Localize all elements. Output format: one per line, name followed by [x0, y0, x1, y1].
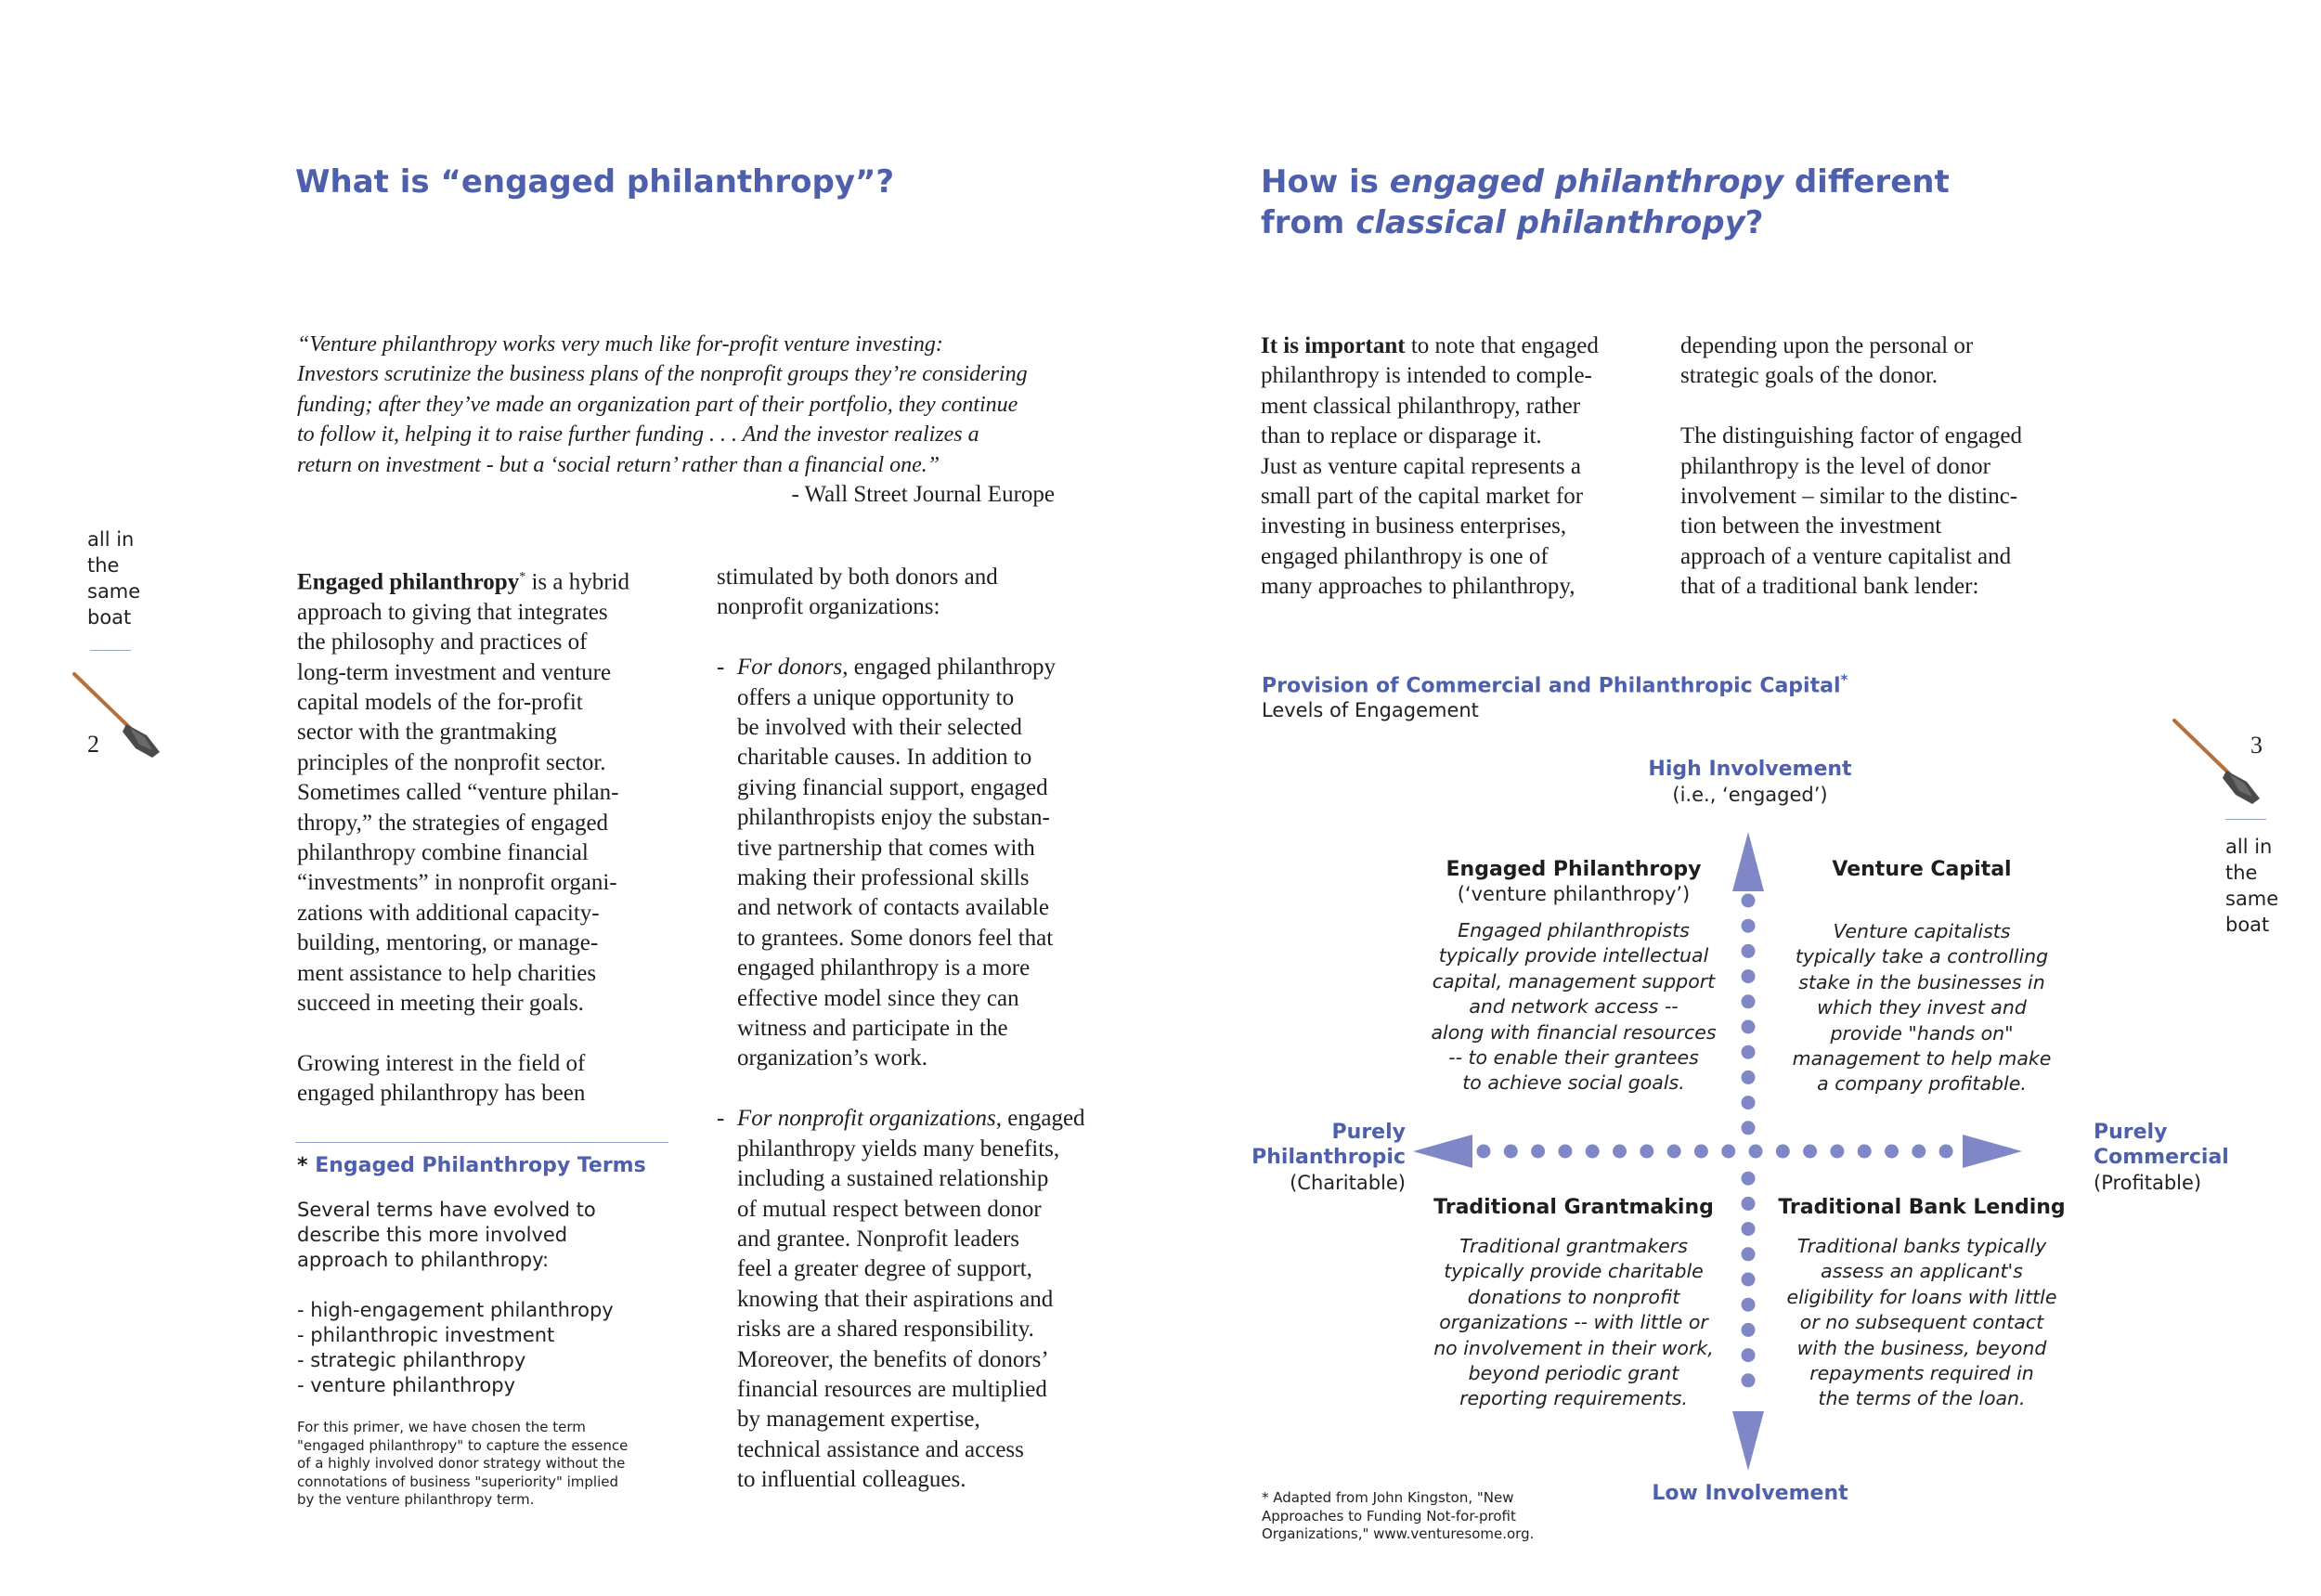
- margin-note-line: same: [87, 580, 141, 603]
- term-item: - high-engagement philanthropy: [297, 1299, 614, 1321]
- term-item: - venture philanthropy: [297, 1374, 516, 1396]
- quadrant-venture-capital: [1783, 858, 2061, 1097]
- diagram-subtitle: Levels of Engagement: [1262, 699, 1479, 722]
- sidebar-star: *: [297, 1154, 308, 1177]
- col1-line: approach to giving that integrates: [297, 599, 608, 625]
- rcol2-line: tion between the investment: [1680, 513, 1942, 539]
- sidebar-note: [297, 1419, 668, 1510]
- col2-line: and network of contacts available: [737, 895, 1049, 921]
- desc-line: management to help make: [1792, 1047, 2052, 1070]
- axis-dot: [1803, 1145, 1817, 1159]
- quote-line: “Venture philanthropy works very much like for-profit venture investing:: [297, 332, 943, 357]
- diagram-title-text: Provision of Commercial and Philanthropic Capital: [1262, 674, 1841, 698]
- sidebar-line: approach to philanthropy:: [297, 1249, 550, 1271]
- axis-dot: [1742, 919, 1756, 933]
- axis-dot: [1742, 944, 1756, 958]
- axis-dot: [1742, 969, 1756, 983]
- rcol1-line: Just as venture capital represents a: [1261, 453, 1582, 479]
- lead-star: *: [519, 570, 526, 584]
- note-line: by the venture philanthropy term.: [297, 1491, 535, 1508]
- quote-attribution: - Wall Street Journal Europe: [791, 482, 1055, 508]
- col2-line: philanthropy yields many benefits,: [737, 1135, 1060, 1161]
- rcol1-line: investing in business enterprises,: [1261, 513, 1567, 539]
- up-arrowhead: [1732, 832, 1764, 891]
- margin-note-line: all in: [87, 528, 135, 551]
- col1-line: “investments” in nonprofit organi-: [297, 870, 617, 896]
- col1-line: capital models of the for-profit: [297, 689, 583, 715]
- donors-item: - For donors, engaged philanthropy offers a unique opportunity to be involved with their selected charitable causes. In addition to giving financial support, engaged philanthropists enjoy the substan- tive partnership that comes with making their professional skills and network of contacts available to grantees. Some donors feel that engaged philanthropy is a more effective model since they can witness and participate in the organization’s work.: [717, 653, 1107, 1074]
- col2-line: be involved with their selected: [737, 715, 1022, 741]
- col2-line: feel a greater degree of support,: [737, 1256, 1032, 1282]
- title-italic: engaged philanthropy: [1389, 163, 1783, 201]
- rcol2-line: approach of a venture capitalist and: [1680, 543, 2012, 569]
- nonprofit-label: For nonprofit organizations,: [737, 1106, 1002, 1132]
- axis-dot: [1939, 1145, 1953, 1159]
- quote-line: to follow it, helping it to raise further funding . . . And the investor realizes a: [297, 422, 979, 448]
- nonprofit-item: - For nonprofit organizations, engaged philanthropy yields many benefits, including a sustained relationship of mutual respect between donor and grantee. Nonprofit leaders feel a greater degree of support, knowing that their aspirations and risks are a shared responsibility. Moreover, the benefits of donors’ financial resources are multiplied by management expertise, technical assistance and access to influential colleagues.: [717, 1104, 1107, 1495]
- col1-line: principles of the nonprofit sector.: [297, 749, 606, 775]
- rcol1-line: [1261, 331, 1660, 361]
- sidebar-line: Several terms have evolved to: [297, 1199, 596, 1221]
- col2-line: and grantee. Nonprofit leaders: [737, 1226, 1020, 1252]
- axis-dot: [1742, 1323, 1756, 1337]
- margin-note-line: boat: [87, 606, 132, 629]
- axis-sub: (Charitable): [1290, 1172, 1406, 1194]
- oar-icon: [2169, 717, 2265, 806]
- col2-line: organization’s work.: [737, 1045, 928, 1071]
- footnote-line: Organizations," www.venturesome.org.: [1262, 1525, 1535, 1542]
- col2-line: stimulated by both donors and: [717, 564, 998, 590]
- low-involvement-label: Low Involvement: [1652, 1482, 1848, 1505]
- col1-line: zations with additional capacity-: [297, 900, 600, 926]
- right-arrowhead: [1963, 1135, 2022, 1168]
- desc-line: no involvement in their work,: [1433, 1336, 1714, 1359]
- margin-note-line: the: [87, 554, 120, 577]
- quadrant-title: Traditional Bank Lending: [1778, 1196, 2066, 1219]
- col2-line: financial resources are multiplied: [737, 1376, 1047, 1402]
- desc-line: organizations -- with little or: [1439, 1311, 1708, 1334]
- terms-sidebar: [297, 1154, 668, 1510]
- col2-line: charitable causes. In addition to: [737, 745, 1032, 771]
- quote-line: funding; after they’ve made an organization part of their portfolio, they continue: [297, 392, 1018, 417]
- axis-dot: [1531, 1145, 1545, 1159]
- col2-line: making their professional skills: [737, 865, 1030, 891]
- col2-line: giving financial support, engaged: [737, 774, 1048, 800]
- col2-line: of mutual respect between donor: [737, 1196, 1042, 1222]
- axis-dot: [1558, 1145, 1572, 1159]
- rcol2-line: involvement – similar to the distinc-: [1680, 484, 2018, 510]
- left-column-2: [717, 563, 1107, 1496]
- desc-line: Venture capitalists: [1833, 920, 2011, 942]
- page-number-right: 3: [2250, 732, 2263, 759]
- left-page-title: What is “engaged philanthropy”?: [295, 163, 895, 201]
- axis-dot: [1742, 1197, 1756, 1211]
- col2-line: engaged philanthropy is a more: [737, 955, 1031, 981]
- axis-dot: [1742, 1222, 1756, 1236]
- desc-line: along with financial resources: [1431, 1020, 1717, 1044]
- axis-dot: [1742, 1348, 1756, 1362]
- footnote-line: Approaches to Funding Not-for-profit: [1262, 1507, 1516, 1525]
- axis-label-line: Purely: [2094, 1121, 2168, 1144]
- axis-dot: [1742, 1247, 1756, 1261]
- col1-line: [297, 563, 668, 598]
- purely-commercial-label: [2094, 1120, 2233, 1197]
- diagram-footnote: [1262, 1489, 1577, 1544]
- col2-line: tive partnership that comes with: [737, 835, 1035, 861]
- desc-line: Traditional banks typically: [1796, 1235, 2047, 1257]
- quadrant-title: Engaged Philanthropy: [1446, 858, 1702, 881]
- desc-line: stake in the businesses in: [1798, 970, 2045, 993]
- quadrant-desc: [1411, 1234, 1736, 1412]
- purely-philanthropic-label: [1244, 1120, 1406, 1197]
- desc-line: or no subsequent contact: [1799, 1311, 2044, 1334]
- axis-dot: [1742, 1121, 1756, 1135]
- axis-dot: [1776, 1145, 1790, 1159]
- axis-dot: [1912, 1145, 1926, 1159]
- desc-line: repayments required in: [1809, 1362, 2034, 1385]
- axis-dot: [1885, 1145, 1899, 1159]
- high-involvement-label: High Involvement: [1648, 758, 1852, 781]
- col2-line: [737, 1104, 1107, 1134]
- desc-line: with the business, beyond: [1796, 1336, 2047, 1359]
- quote-line: return on investment - but a ‘social return’ rather than a financial one.”: [297, 452, 940, 477]
- title-text: How is: [1261, 163, 1390, 201]
- rcol2-line: The distinguishing factor of engaged: [1680, 423, 2022, 449]
- note-line: connotations of business "superiority" implied: [297, 1473, 619, 1490]
- col2-line: knowing that their aspirations and: [737, 1286, 1054, 1312]
- axis-dot: [1477, 1145, 1491, 1159]
- desc-line: assess an applicant's: [1821, 1260, 2023, 1283]
- axis-dot: [1613, 1145, 1627, 1159]
- rcol1-line: small part of the capital market for: [1261, 484, 1584, 510]
- quadrant-traditional-grantmaking: [1411, 1196, 1736, 1412]
- left-column-1: [297, 563, 668, 1109]
- desc-line: -- to enable their grantees: [1448, 1046, 1699, 1070]
- col1-line: building, mentoring, or manage-: [297, 930, 599, 956]
- margin-rule: [2225, 819, 2266, 820]
- sidebar-intro: [297, 1198, 668, 1273]
- terms-list: [297, 1298, 668, 1398]
- page-number-left: 2: [87, 731, 99, 758]
- axis-dot: [1858, 1145, 1872, 1159]
- sidebar-title-text: Engaged Philanthropy Terms: [315, 1154, 646, 1177]
- title-text: ?: [1744, 204, 1764, 241]
- axis-dot: [1742, 894, 1756, 908]
- desc-line: provide "hands on": [1830, 1021, 2014, 1045]
- right-column-2: [1680, 331, 2098, 603]
- axis-dot: [1742, 1373, 1756, 1387]
- quadrant-desc: [1411, 918, 1736, 1096]
- col2-line: risks are a shared responsibility.: [737, 1317, 1034, 1343]
- rcol2-line: depending upon the personal or: [1680, 333, 1974, 358]
- desc-line: the terms of the loan.: [1818, 1387, 2026, 1410]
- desc-line: a company profitable.: [1817, 1072, 2027, 1096]
- desc-line: which they invest and: [1817, 996, 2027, 1019]
- desc-line: Traditional grantmakers: [1459, 1235, 1688, 1257]
- note-line: "engaged philanthropy" to capture the essence: [297, 1436, 629, 1454]
- margin-note-line: all in: [2225, 836, 2273, 858]
- axis-dot: [1504, 1145, 1518, 1159]
- oar-icon: [69, 670, 165, 759]
- desc-line: typically take a controlling: [1795, 945, 2049, 968]
- col2-line: nonprofit organizations:: [717, 594, 940, 620]
- title-line: [1261, 202, 1966, 243]
- donors-label: For donors: [737, 655, 843, 681]
- axis-label-line: Purely: [1331, 1121, 1406, 1144]
- col2-line: technical assistance and access: [737, 1436, 1024, 1462]
- axis-dot: [1694, 1145, 1708, 1159]
- rcol1-text: to note that engaged: [1405, 333, 1599, 358]
- rcol2-line: strategic goals of the donor.: [1680, 363, 1938, 389]
- quadrant-desc: [1773, 1234, 2070, 1412]
- desc-line: eligibility for loans with little: [1786, 1285, 2057, 1308]
- axis-dot: [1721, 1145, 1735, 1159]
- axis-label-line: Philanthropic: [1251, 1146, 1406, 1169]
- quote-line: Investors scrutinize the business plans of the nonprofit groups they’re considering: [297, 362, 1028, 387]
- col2-line: offers a unique opportunity to: [737, 684, 1015, 710]
- note-line: of a highly involved donor strategy without the: [297, 1455, 626, 1472]
- title-text: from: [1261, 204, 1356, 241]
- wsj-quote: [297, 330, 1058, 510]
- axis-dot: [1742, 1045, 1756, 1059]
- rcol2-line: that of a traditional bank lender:: [1680, 574, 1979, 600]
- down-arrowhead: [1732, 1411, 1764, 1471]
- rcol1-line: philanthropy is intended to comple-: [1261, 363, 1592, 389]
- col1-line: philanthropy combine financial: [297, 839, 589, 865]
- important-bold: It is important: [1261, 333, 1406, 358]
- desc-line: to achieve social goals.: [1462, 1071, 1685, 1095]
- col2-line: to influential colleagues.: [737, 1467, 966, 1493]
- margin-note-line: the: [2225, 862, 2258, 884]
- quadrant-traditional-bank-lending: [1773, 1196, 2070, 1412]
- col1-text: is a hybrid: [525, 569, 630, 595]
- axis-sub: (Profitable): [2094, 1172, 2202, 1194]
- rcol2-line: philanthropy is the level of donor: [1680, 453, 1990, 479]
- quadrant-subtitle: (‘venture philanthropy’): [1457, 883, 1691, 905]
- term-item: - philanthropic investment: [297, 1324, 555, 1346]
- axis-dot: [1742, 1172, 1756, 1186]
- col1-line: Sometimes called “venture philan-: [297, 780, 619, 806]
- axis-dot: [1586, 1145, 1600, 1159]
- desc-line: reporting requirements.: [1459, 1387, 1688, 1410]
- term-item: - strategic philanthropy: [297, 1349, 526, 1371]
- lead-term: Engaged philanthropy: [297, 569, 520, 595]
- margin-rule: [90, 650, 131, 651]
- col2-line: by management expertise,: [737, 1407, 980, 1433]
- title-italic: classical philanthropy: [1355, 204, 1745, 241]
- col2-line: witness and participate in the: [737, 1016, 1008, 1042]
- axis-label-line: Commercial: [2094, 1146, 2229, 1169]
- desc-line: donations to nonprofit: [1467, 1285, 1680, 1308]
- col2-line: philanthropists enjoy the substan-: [737, 805, 1050, 831]
- col1-line: sector with the grantmaking: [297, 720, 557, 746]
- axis-dot: [1742, 1096, 1756, 1109]
- note-line: For this primer, we have chosen the term: [297, 1419, 586, 1435]
- col1-line: ment assistance to help charities: [297, 960, 597, 986]
- axis-dot: [1749, 1145, 1763, 1159]
- axis-dot: [1742, 1273, 1756, 1287]
- col2-line: including a sustained relationship: [737, 1166, 1049, 1192]
- axis-dot: [1742, 1020, 1756, 1034]
- diagram-title: [1262, 671, 1848, 697]
- col1-line: the philosophy and practices of: [297, 629, 588, 655]
- axis-dot: [1667, 1145, 1681, 1159]
- left-margin-note: [87, 526, 140, 630]
- axis-dot: [1742, 1298, 1756, 1312]
- col2-line: [737, 653, 1107, 682]
- desc-line: capital, management support: [1432, 969, 1716, 993]
- title-line: [1261, 162, 1966, 202]
- rcol1-line: engaged philanthropy is one of: [1261, 543, 1549, 569]
- axis-dot: [1830, 1145, 1844, 1159]
- col1-line: succeed in meeting their goals.: [297, 991, 584, 1017]
- rcol1-line: many approaches to philanthropy,: [1261, 574, 1575, 600]
- col1-line: thropy,” the strategies of engaged: [297, 810, 609, 836]
- right-page-title: [1261, 162, 1966, 243]
- col1-line: long-term investment and venture: [297, 659, 612, 685]
- high-involvement-sub: (i.e., ‘engaged’): [1672, 784, 1828, 806]
- right-column-1: [1261, 331, 1660, 603]
- col2-line: Moreover, the benefits of donors’: [737, 1346, 1049, 1372]
- sidebar-line: describe this more involved: [297, 1224, 568, 1246]
- desc-line: beyond periodic grant: [1468, 1362, 1679, 1385]
- sidebar-title: [297, 1154, 668, 1177]
- sidebar-rule: [295, 1142, 668, 1143]
- diagram-title-star: *: [1840, 671, 1848, 688]
- margin-note-line: same: [2225, 888, 2279, 910]
- rcol1-line: ment classical philanthropy, rather: [1261, 393, 1581, 419]
- quadrant-desc: [1783, 919, 2061, 1097]
- desc-line: and network access --: [1469, 995, 1679, 1019]
- desc-line: Engaged philanthropists: [1458, 919, 1690, 941]
- quadrant-title: Venture Capital: [1832, 858, 2012, 881]
- footnote-line: * Adapted from John Kingston, "New: [1262, 1489, 1514, 1506]
- col1-line: Growing interest in the field of: [297, 1050, 586, 1076]
- left-arrowhead: [1413, 1135, 1472, 1168]
- rcol1-line: than to replace or disparage it.: [1261, 423, 1542, 449]
- col2-text: engaged: [1002, 1106, 1085, 1132]
- col2-line: to grantees. Some donors feel that: [737, 925, 1054, 951]
- desc-line: typically provide charitable: [1444, 1260, 1704, 1283]
- quadrant-title: Traditional Grantmaking: [1433, 1196, 1714, 1219]
- title-text: different: [1783, 163, 1950, 201]
- diagram-heading: [1262, 671, 1848, 721]
- axis-dot: [1742, 1070, 1756, 1084]
- right-margin-note: [2225, 834, 2278, 938]
- col1-line: engaged philanthropy has been: [297, 1081, 586, 1107]
- col2-text: , engaged philanthropy: [842, 655, 1057, 681]
- col2-line: effective model since they can: [737, 985, 1019, 1011]
- horizontal-axis: [1413, 1135, 2022, 1168]
- margin-note-line: boat: [2225, 914, 2270, 936]
- axis-dot: [1742, 994, 1756, 1008]
- quadrant-engaged-philanthropy: [1411, 858, 1736, 1096]
- desc-line: typically provide intellectual: [1438, 944, 1709, 967]
- axis-dot: [1640, 1145, 1653, 1159]
